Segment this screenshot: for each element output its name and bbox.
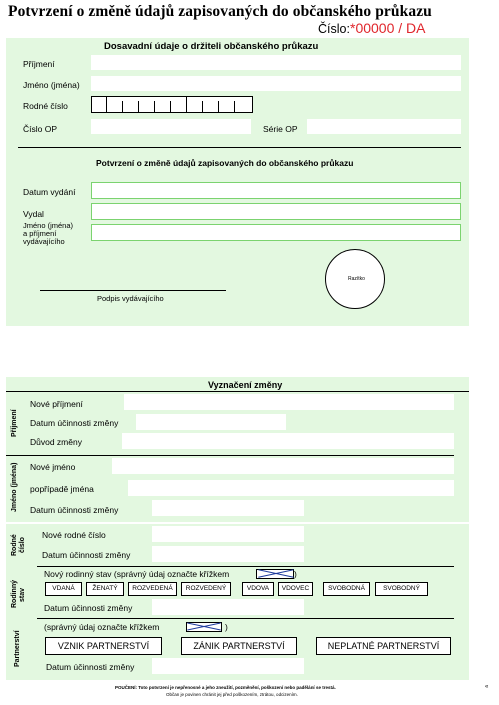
label-nove-prijmeni: Nové příjmení <box>30 399 83 409</box>
label-vydavajici-1: Jméno (jména) <box>23 221 74 230</box>
label-stav-instruction: Nový rodinný stav (správný údaj označte křížkem <box>44 569 230 579</box>
section1-heading: Dosavadní údaje o držiteli občanského průkazu <box>104 41 319 52</box>
datum-vydani-field[interactable] <box>91 182 461 199</box>
label-vydavajici-2: a příjmení <box>23 229 57 238</box>
vydavajici-field[interactable] <box>91 224 461 241</box>
option-vdova[interactable]: VDOVA <box>242 582 274 596</box>
label-vydal: Vydal <box>23 209 44 219</box>
duvod-field[interactable] <box>122 433 454 449</box>
group-divider <box>37 566 454 567</box>
rc-divider <box>202 101 203 112</box>
group-divider <box>6 455 454 456</box>
label-datum-prijmeni: Datum účinnosti změny <box>30 418 119 428</box>
label-datum-vydani: Datum vydání <box>23 187 76 197</box>
label-datum-rodne: Datum účinnosti změny <box>42 550 131 560</box>
cislo-label: Číslo: <box>318 22 350 36</box>
option-vdana[interactable]: VDANÁ <box>45 582 82 596</box>
rc-divider <box>122 101 123 112</box>
label-rodne-cislo: Rodné číslo <box>23 101 68 111</box>
serie-op-field[interactable] <box>307 119 461 134</box>
rc-divider <box>186 97 187 112</box>
option-svobodny[interactable]: SVOBODNÝ <box>375 582 428 596</box>
label-nove-rodne: Nové rodné číslo <box>42 530 106 540</box>
option-svobodna[interactable]: SVOBODNÁ <box>323 582 370 596</box>
corner-mark: « <box>485 684 489 690</box>
label-duvod: Důvod změny <box>30 437 82 447</box>
group-divider <box>37 618 454 619</box>
side-jmeno: Jméno (jména) <box>11 462 18 512</box>
rodne-cislo-field[interactable] <box>91 96 253 113</box>
rc-divider <box>170 101 171 112</box>
group-divider <box>6 522 469 524</box>
option-zenaty[interactable]: ŽENATÝ <box>86 582 124 596</box>
side-stav-1: Rodinný <box>11 580 18 608</box>
rc-divider <box>106 97 107 112</box>
star-icon: * <box>350 20 356 36</box>
label-vydavajici-3: vydávajícího <box>23 237 65 246</box>
label-jmeno: Jméno (jména) <box>23 80 80 90</box>
vydal-field[interactable] <box>91 203 461 220</box>
cislo-op-field[interactable] <box>91 119 251 134</box>
form-title: Potvrzení o změně údajů zapisovaných do občanského průkazu <box>8 3 432 20</box>
rc-divider <box>218 101 219 112</box>
bottom-heading: Vyznačení změny <box>208 380 283 390</box>
option-rozvedena[interactable]: ROZVEDENÁ <box>128 582 177 596</box>
nove-jmeno-field[interactable] <box>112 458 454 474</box>
label-datum-partner: Datum účinnosti změny <box>46 662 135 672</box>
datum-rodne-field[interactable] <box>152 546 304 562</box>
option-rozvedeny[interactable]: ROZVEDENÝ <box>181 582 231 596</box>
side-rodne-1: Rodné <box>11 534 18 556</box>
label-prijmeni: Příjmení <box>23 59 55 69</box>
datum-prijmeni-field[interactable] <box>136 414 286 430</box>
side-rodne-2: číslo <box>19 537 26 553</box>
razitko-label: Razítko <box>348 276 365 282</box>
cislo-number: 00000 / DA <box>355 20 426 36</box>
rc-divider <box>154 101 155 112</box>
rc-divider <box>138 101 139 112</box>
side-partnerstvi: Partnerství <box>14 630 21 667</box>
jmeno-field[interactable] <box>91 76 461 91</box>
bottom-top-rule <box>6 391 469 392</box>
nove-prijmeni-field[interactable] <box>124 394 454 410</box>
section-divider <box>18 147 461 148</box>
rc-divider <box>234 101 235 112</box>
signature-line <box>40 290 226 291</box>
label-cislo-op: Číslo OP <box>23 124 58 134</box>
cislo-value <box>350 20 426 36</box>
option-zanik-partnerstvi[interactable]: ZÁNIK PARTNERSTVÍ <box>181 637 297 655</box>
label-nove-jmeno: Nové jméno <box>30 462 76 472</box>
label-partner-instruction: (správný údaj označte křížkem <box>44 622 160 632</box>
section2-heading: Potvrzení o změně údajů zapisovaných do občanského průkazu <box>96 158 354 168</box>
datum-stav-field[interactable] <box>152 599 304 615</box>
side-prijmeni: Příjmení <box>11 409 18 437</box>
option-vdovec[interactable]: VDOVEC <box>278 582 313 596</box>
label-serie-op: Série OP <box>263 124 298 134</box>
label-datum-jmeno: Datum účinnosti změny <box>30 505 119 515</box>
option-neplatne-partnerstvi[interactable]: NEPLATNÉ PARTNERSTVÍ <box>316 637 451 655</box>
side-stav-2: stav <box>19 587 26 602</box>
popripade-field[interactable] <box>128 480 454 496</box>
label-popripade: popřípadě jména <box>30 484 94 494</box>
pouceni-line1: POUČENÍ: Toto potvrzení je nepřenosné a jeho zneužití, pozměnění, poškození nebo padělání se trestá. <box>115 685 336 690</box>
pouceni-line2: Občan je povinen chránit jej před poškozením, ztrátou, odcizením. <box>166 692 298 697</box>
nove-rodne-field[interactable] <box>152 526 304 542</box>
option-vznik-partnerstvi[interactable]: VZNIK PARTNERSTVÍ <box>45 637 162 655</box>
datum-partner-field[interactable] <box>152 658 304 674</box>
datum-jmeno-field[interactable] <box>152 500 304 516</box>
label-stav-close: ) <box>294 569 297 579</box>
prijmeni-field[interactable] <box>91 55 461 70</box>
label-podpis: Podpis vydávajícího <box>97 294 164 303</box>
label-partner-close: ) <box>225 622 228 632</box>
label-datum-stav: Datum účinnosti změny <box>44 603 133 613</box>
